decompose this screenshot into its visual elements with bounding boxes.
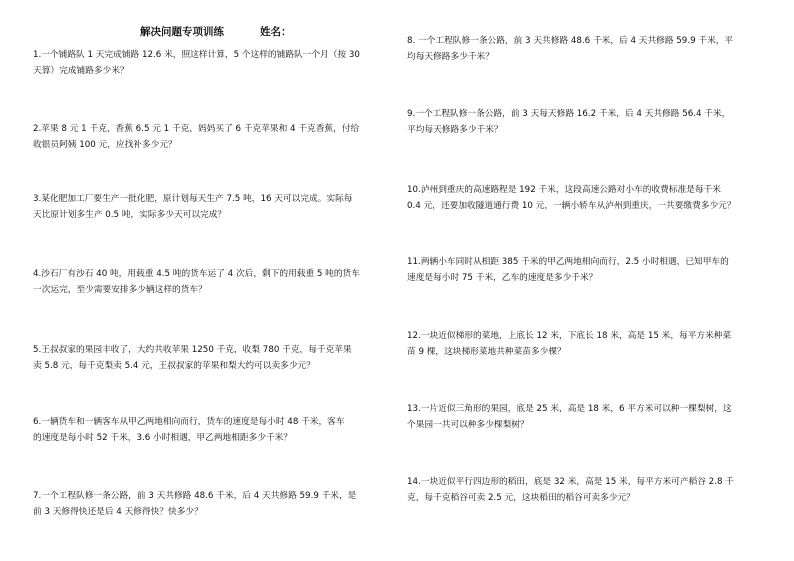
question-4	[33, 266, 360, 298]
question-line: 均每天修路多少千米？	[407, 52, 494, 62]
question-line: 7.一个工程队修一条公路，前 3 天共修路 48.6 千米，后 4 天共修路 59.9 千米，是	[33, 491, 357, 501]
question-line: 13.一片近似三角形的果园，底是 25 米，高是 18 米，6 平方米可以种一棵梨树，这	[407, 404, 732, 414]
question-12	[407, 328, 731, 360]
question-line: 0.4 元，还要加收隧道通行费 10 元，一辆小轿车从泸州到重庆，一共要缴费多少元？	[407, 201, 736, 211]
question-line: 的速度是每小时 52 千米，3.6 小时相遇，甲乙两地相距多少千米？	[33, 433, 293, 443]
question-line: 5.王叔叔家的果园丰收了，大约共收苹果 1250 千克，收梨 780 千克，每千克苹果	[33, 345, 352, 355]
question-6	[33, 414, 345, 446]
question-11	[407, 254, 729, 286]
question-line: 9.一个工程队修一条公路，前 3 天每天修路 16.2 千米，后 4 天共修路 56.4 千米，	[407, 109, 731, 119]
question-line: 10.泸州到重庆的高速路程是 192 千米，这段高速公路对小车的收费标准是每千米	[407, 185, 721, 195]
question-line: 11.两辆小车同时从相距 385 千米的甲乙两地相向而行，2.5 小时相遇，已知甲车的	[407, 257, 729, 267]
question-13	[407, 401, 732, 433]
question-14	[407, 474, 734, 506]
question-10	[407, 182, 736, 214]
question-1	[33, 47, 360, 79]
question-line: 速度是每小时 75 千米，乙车的速度是多少千米？	[407, 273, 598, 283]
question-line: 前 3 天修得快还是后 4 天修得快？快多少？	[33, 507, 203, 517]
question-line: 苗 9 棵，这块梯形菜地共种菜苗多少棵？	[407, 347, 566, 357]
name-label: 姓名：	[260, 26, 292, 38]
question-line: 天算）完成铺路多少米？	[33, 66, 129, 76]
question-line: 2.苹果 8 元 1 千克，香蕉 6.5 元 1 千克，妈妈买了 6 千克苹果和 4 千克香蕉，付给	[33, 124, 360, 134]
question-line: 6.一辆货车和一辆客车从甲乙两地相向而行，货车的速度是每小时 48 千米，客车	[33, 417, 345, 427]
question-3	[33, 191, 352, 223]
question-line: 克，每千克稻谷可卖 2.5 元，这块稻田的稻谷可卖多少元？	[407, 493, 635, 503]
question-line: 平均每天修路多少千米？	[407, 125, 503, 135]
question-7	[33, 488, 356, 520]
worksheet-title: 解决问题专项训练	[140, 26, 224, 38]
question-line: 3.某化肥加工厂要生产一批化肥，原计划每天生产 7.5 吨，16 天可以完成。实际每	[33, 194, 353, 204]
question-5	[33, 342, 352, 374]
worksheet-header	[140, 24, 292, 39]
question-line: 12.一块近似梯形的菜地，上底长 12 米，下底长 18 米，高是 15 米，每平方米种菜	[407, 331, 732, 341]
question-line: 8. 一个工程队修一条公路，前 3 天共修路 48.6 千米，后 4 天共修路 59.9 千米，平	[407, 36, 734, 46]
question-line: 14.一块近似平行四边形的稻田，底是 32 米，高是 15 米，每平方米可产稻谷 2.8 千	[407, 477, 734, 487]
question-line: 天比原计划多生产 0.5 吨，实际多少天可以完成？	[33, 210, 227, 220]
question-9	[407, 106, 730, 138]
question-line: 一次运完，至少需要安排多少辆这样的货车？	[33, 285, 207, 295]
question-line: 卖 5.8 元，每千克梨卖 5.4 元，王叔叔家的苹果和梨大约可以卖多少元？	[33, 361, 315, 371]
question-2	[33, 121, 359, 153]
question-line: 4.沙石厂有沙石 40 吨，用载重 4.5 吨的货车运了 4 次后，剩下的用载重 5 吨的货车	[33, 269, 360, 279]
question-line: 1.一个铺路队 1 天完成铺路 12.6 米，照这样计算，5 个这样的铺路队一个月（按 30	[33, 50, 360, 60]
question-8	[407, 33, 733, 65]
question-line: 个果园一共可以种多少棵梨树？	[407, 420, 529, 430]
question-line: 收银员阿姨 100 元，应找补多少元？	[33, 140, 177, 150]
